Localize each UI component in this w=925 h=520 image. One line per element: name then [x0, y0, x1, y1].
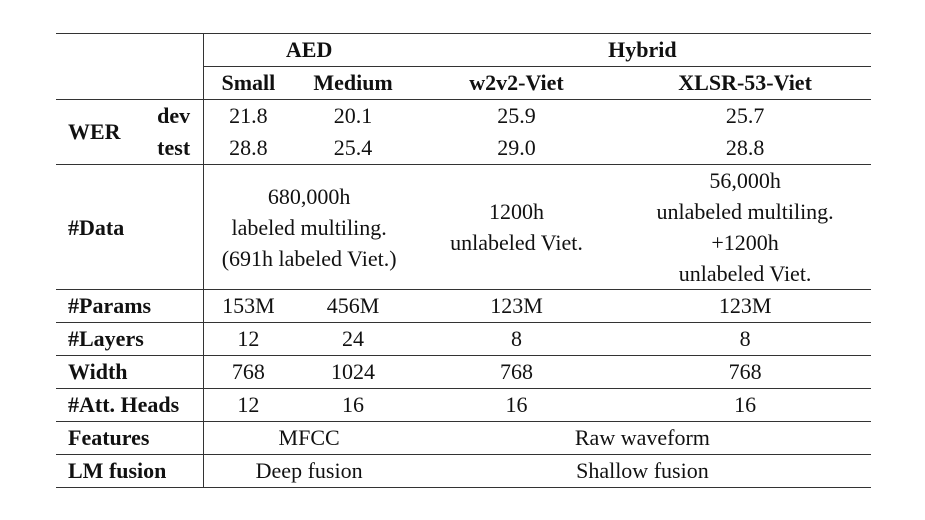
data-aed-line-2: labeled multiling. — [231, 214, 387, 240]
width-xlsr: 768 — [619, 356, 871, 389]
wer-split-dev: dev — [157, 103, 191, 128]
layers-row — [56, 323, 871, 356]
layers-xlsr: 8 — [619, 323, 871, 356]
layers-w2v2: 8 — [414, 323, 619, 356]
lm-fusion-aed: Deep fusion — [204, 455, 414, 488]
width-w2v2: 768 — [414, 356, 619, 389]
wer-test-small: 28.8 — [204, 132, 292, 165]
width-medium: 1024 — [292, 356, 413, 389]
header-col-small: Small — [204, 67, 292, 100]
header-col-medium: Medium — [292, 67, 413, 100]
width-label: Width — [56, 356, 204, 389]
features-row — [56, 422, 871, 455]
data-label: #Data — [56, 165, 204, 290]
layers-small: 12 — [204, 323, 292, 356]
features-aed: MFCC — [204, 422, 414, 455]
data-xlsr-line-4: unlabeled Viet. — [678, 261, 812, 286]
heads-label: #Att. Heads — [56, 389, 204, 422]
lm-fusion-label: LM fusion — [56, 455, 204, 488]
wer-test-w2v2: 29.0 — [414, 132, 619, 165]
lm-fusion-row — [56, 455, 871, 488]
params-xlsr: 123M — [619, 290, 871, 323]
width-row — [56, 356, 871, 389]
data-xlsr-line-3: +1200h — [711, 230, 779, 255]
header-group-aed: AED — [204, 34, 414, 67]
features-hybrid: Raw waveform — [414, 422, 871, 455]
data-aed-line-1: 680,000h — [267, 183, 351, 209]
header-col-xlsr: XLSR-53-Viet — [619, 67, 871, 100]
features-label: Features — [56, 422, 204, 455]
wer-dev-xlsr: 25.7 — [725, 103, 765, 128]
data-w2v2 — [414, 165, 619, 290]
width-small: 768 — [204, 356, 292, 389]
params-row — [56, 290, 871, 323]
header-corner-2 — [56, 67, 204, 100]
data-xlsr — [619, 165, 871, 290]
wer-test-xlsr: 28.8 — [619, 132, 871, 165]
data-aed — [204, 165, 414, 290]
header-row-groups — [56, 34, 871, 67]
heads-xlsr: 16 — [619, 389, 871, 422]
header-col-w2v2: w2v2-Viet — [414, 67, 619, 100]
comparison-table — [56, 33, 871, 488]
data-w2v2-line-1: 1200h — [488, 199, 544, 224]
data-xlsr-line-2: unlabeled multiling. — [656, 199, 834, 224]
params-small: 153M — [204, 290, 292, 323]
lm-fusion-hybrid: Shallow fusion — [414, 455, 871, 488]
layers-label: #Layers — [56, 323, 204, 356]
data-aed-line-3: (691h labeled Viet.) — [221, 245, 397, 271]
wer-test-row — [56, 132, 871, 165]
data-row — [56, 165, 871, 290]
header-row-models — [56, 67, 871, 100]
heads-medium: 16 — [292, 389, 413, 422]
heads-w2v2: 16 — [414, 389, 619, 422]
params-label: #Params — [56, 290, 204, 323]
wer-split-test: test — [153, 132, 204, 165]
wer-dev-small: 21.8 — [204, 100, 292, 133]
layers-medium: 24 — [292, 323, 413, 356]
wer-test-medium: 25.4 — [292, 132, 413, 165]
data-w2v2-line-2: unlabeled Viet. — [450, 230, 583, 255]
heads-small: 12 — [204, 389, 292, 422]
header-corner — [56, 34, 204, 67]
params-medium: 456M — [292, 290, 413, 323]
wer-label: WER — [56, 100, 153, 165]
data-xlsr-line-1: 56,000h — [709, 168, 781, 193]
wer-dev-w2v2: 25.9 — [497, 103, 536, 128]
wer-dev-row — [56, 100, 871, 133]
header-group-hybrid: Hybrid — [414, 34, 871, 67]
heads-row — [56, 389, 871, 422]
params-w2v2: 123M — [414, 290, 619, 323]
wer-dev-medium: 20.1 — [333, 103, 373, 128]
